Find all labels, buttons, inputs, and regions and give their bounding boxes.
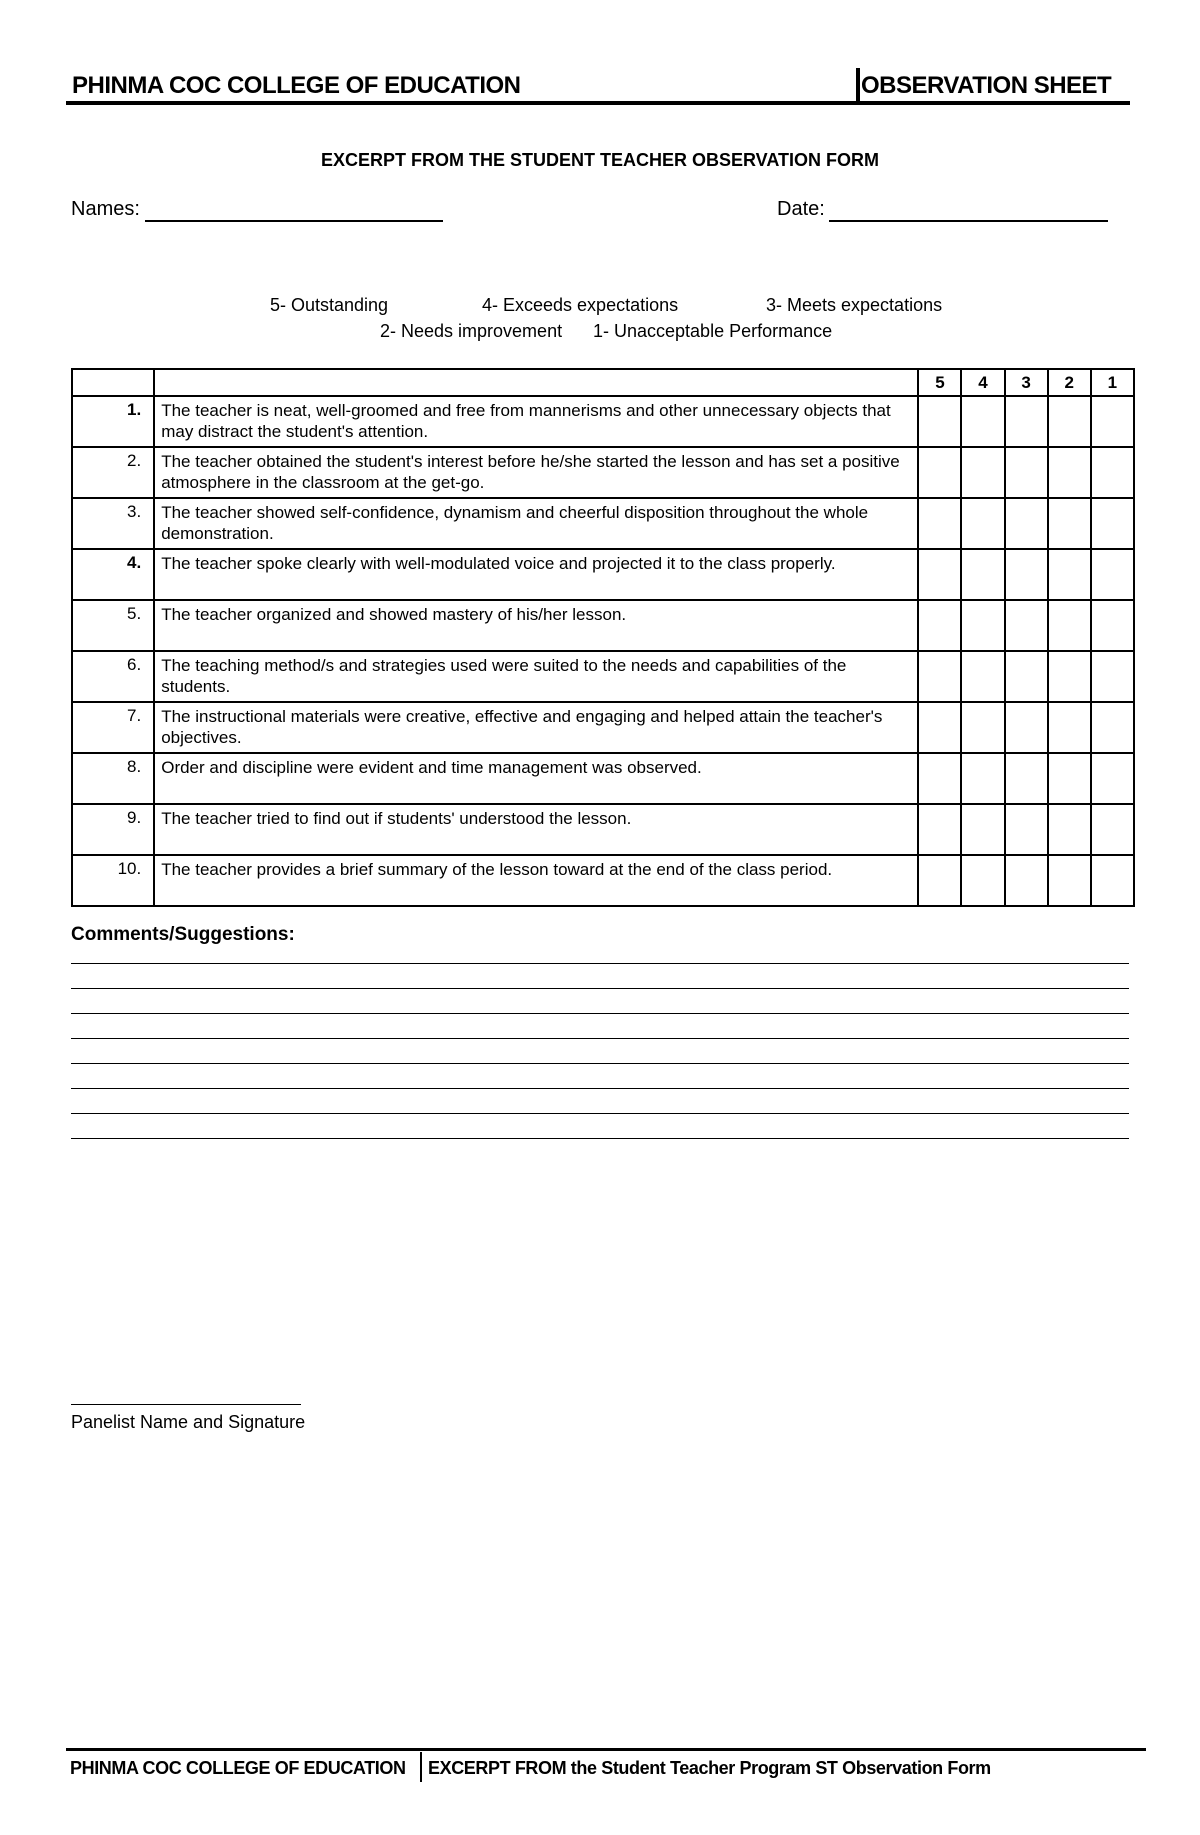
scale-2: 2- Needs improvement bbox=[380, 321, 563, 341]
footer-form-title: EXCERPT FROM the Student Teacher Program ST Observation Form bbox=[428, 1758, 991, 1778]
rating-cell-4[interactable] bbox=[961, 396, 1004, 447]
header-rating-2: 2 bbox=[1048, 369, 1091, 396]
scale-4: 4- Exceeds expectations bbox=[482, 295, 679, 315]
rating-cell-5[interactable] bbox=[918, 549, 961, 600]
header-rating-4: 4 bbox=[961, 369, 1004, 396]
rating-cell-4[interactable] bbox=[961, 855, 1004, 906]
rating-cell-2[interactable] bbox=[1048, 396, 1091, 447]
footer-institution: PHINMA COC COLLEGE OF EDUCATION bbox=[70, 1758, 406, 1778]
criterion-number: 2. bbox=[72, 447, 154, 498]
criterion-number: 7. bbox=[72, 702, 154, 753]
header-divider bbox=[856, 68, 860, 102]
criterion-text: The teacher spoke clearly with well-modulated voice and projected it to the class properly. bbox=[154, 549, 918, 600]
comment-line[interactable] bbox=[71, 988, 1129, 989]
comment-line[interactable] bbox=[71, 1138, 1129, 1139]
criterion-text: The teaching method/s and strategies used were suited to the needs and capabilities of the students. bbox=[154, 651, 918, 702]
criterion-text: The teacher provides a brief summary of the lesson toward at the end of the class period. bbox=[154, 855, 918, 906]
table-header-row bbox=[72, 369, 1134, 396]
criterion-number: 6. bbox=[72, 651, 154, 702]
date-label: Date: bbox=[777, 198, 825, 220]
rating-cell-3[interactable] bbox=[1005, 447, 1048, 498]
sheet-title: OBSERVATION SHEET bbox=[861, 72, 1112, 99]
criterion-row bbox=[72, 600, 1134, 651]
criterion-row bbox=[72, 396, 1134, 447]
rating-cell-1[interactable] bbox=[1091, 804, 1134, 855]
criterion-text: The teacher obtained the student's interest before he/she started the lesson and has set a positive atmosphere in the classroom at the get-go. bbox=[154, 447, 918, 498]
rating-cell-4[interactable] bbox=[961, 498, 1004, 549]
criterion-text: The teacher is neat, well-groomed and free from mannerisms and other unnecessary objects that may distract the student's attention. bbox=[154, 396, 918, 447]
rating-cell-1[interactable] bbox=[1091, 396, 1134, 447]
rating-cell-3[interactable] bbox=[1005, 855, 1048, 906]
criterion-number: 9. bbox=[72, 804, 154, 855]
rating-cell-4[interactable] bbox=[961, 600, 1004, 651]
rating-cell-5[interactable] bbox=[918, 702, 961, 753]
criterion-row bbox=[72, 855, 1134, 906]
rating-cell-2[interactable] bbox=[1048, 753, 1091, 804]
criterion-number: 5. bbox=[72, 600, 154, 651]
comment-line[interactable] bbox=[71, 1038, 1129, 1039]
rating-cell-3[interactable] bbox=[1005, 498, 1048, 549]
scale-3: 3- Meets expectations bbox=[766, 295, 943, 315]
names-field[interactable] bbox=[145, 220, 443, 222]
rating-cell-2[interactable] bbox=[1048, 651, 1091, 702]
comment-line[interactable] bbox=[71, 963, 1129, 964]
scale-5: 5- Outstanding bbox=[270, 295, 389, 315]
header-rating-1: 1 bbox=[1091, 369, 1134, 396]
rating-cell-5[interactable] bbox=[918, 447, 961, 498]
rating-cell-1[interactable] bbox=[1091, 549, 1134, 600]
rating-cell-3[interactable] bbox=[1005, 549, 1048, 600]
comment-line[interactable] bbox=[71, 1063, 1129, 1064]
rating-cell-1[interactable] bbox=[1091, 447, 1134, 498]
signature-line[interactable] bbox=[71, 1404, 301, 1405]
header-rating-5: 5 bbox=[918, 369, 961, 396]
rating-cell-1[interactable] bbox=[1091, 651, 1134, 702]
criterion-text: Order and discipline were evident and time management was observed. bbox=[154, 753, 918, 804]
rating-cell-5[interactable] bbox=[918, 855, 961, 906]
rating-cell-2[interactable] bbox=[1048, 498, 1091, 549]
footer-rule bbox=[66, 1748, 1146, 1751]
rating-cell-1[interactable] bbox=[1091, 498, 1134, 549]
comment-line[interactable] bbox=[71, 1013, 1129, 1014]
criterion-number: 1. bbox=[72, 396, 154, 447]
header-blank bbox=[72, 369, 154, 396]
form-title: EXCERPT FROM THE STUDENT TEACHER OBSERVATION FORM bbox=[320, 150, 880, 170]
institution-name: PHINMA COC COLLEGE OF EDUCATION bbox=[72, 72, 521, 99]
rating-cell-5[interactable] bbox=[918, 804, 961, 855]
rating-cell-3[interactable] bbox=[1005, 753, 1048, 804]
criterion-row bbox=[72, 804, 1134, 855]
criterion-text: The teacher showed self-confidence, dynamism and cheerful disposition throughout the whole demonstration. bbox=[154, 498, 918, 549]
date-field[interactable] bbox=[829, 220, 1108, 222]
rating-cell-1[interactable] bbox=[1091, 702, 1134, 753]
criterion-row bbox=[72, 753, 1134, 804]
signature-label: Panelist Name and Signature bbox=[71, 1412, 306, 1432]
rating-cell-5[interactable] bbox=[918, 396, 961, 447]
criterion-text: The instructional materials were creative, effective and engaging and helped attain the teacher's objectives. bbox=[154, 702, 918, 753]
rating-cell-2[interactable] bbox=[1048, 804, 1091, 855]
criterion-row bbox=[72, 447, 1134, 498]
page-header bbox=[66, 68, 1126, 102]
header-rating-3: 3 bbox=[1005, 369, 1048, 396]
criterion-row bbox=[72, 651, 1134, 702]
rating-cell-5[interactable] bbox=[918, 651, 961, 702]
header-blank bbox=[154, 369, 918, 396]
names-label: Names: bbox=[71, 198, 140, 220]
rating-cell-3[interactable] bbox=[1005, 702, 1048, 753]
rating-cell-5[interactable] bbox=[918, 498, 961, 549]
rating-cell-3[interactable] bbox=[1005, 651, 1048, 702]
criterion-number: 3. bbox=[72, 498, 154, 549]
rating-cell-4[interactable] bbox=[961, 549, 1004, 600]
rating-cell-4[interactable] bbox=[961, 651, 1004, 702]
rating-cell-2[interactable] bbox=[1048, 702, 1091, 753]
rating-cell-3[interactable] bbox=[1005, 804, 1048, 855]
criteria-table bbox=[71, 368, 1135, 907]
rating-cell-2[interactable] bbox=[1048, 855, 1091, 906]
rating-cell-4[interactable] bbox=[961, 702, 1004, 753]
rating-cell-4[interactable] bbox=[961, 447, 1004, 498]
footer-divider bbox=[420, 1752, 422, 1782]
scale-1: 1- Unacceptable Performance bbox=[593, 321, 833, 341]
criterion-number: 8. bbox=[72, 753, 154, 804]
rating-cell-2[interactable] bbox=[1048, 600, 1091, 651]
criterion-row bbox=[72, 549, 1134, 600]
rating-cell-1[interactable] bbox=[1091, 855, 1134, 906]
header-rule bbox=[66, 101, 1130, 105]
rating-cell-3[interactable] bbox=[1005, 396, 1048, 447]
rating-cell-4[interactable] bbox=[961, 753, 1004, 804]
criterion-text: The teacher organized and showed mastery of his/her lesson. bbox=[154, 600, 918, 651]
rating-cell-5[interactable] bbox=[918, 600, 961, 651]
criterion-row bbox=[72, 702, 1134, 753]
criterion-number: 4. bbox=[72, 549, 154, 600]
criterion-number: 10. bbox=[72, 855, 154, 906]
rating-cell-2[interactable] bbox=[1048, 447, 1091, 498]
comment-line[interactable] bbox=[71, 1088, 1129, 1089]
comment-line[interactable] bbox=[71, 1113, 1129, 1114]
rating-cell-2[interactable] bbox=[1048, 549, 1091, 600]
rating-cell-5[interactable] bbox=[918, 753, 961, 804]
rating-cell-4[interactable] bbox=[961, 804, 1004, 855]
rating-cell-1[interactable] bbox=[1091, 753, 1134, 804]
rating-cell-1[interactable] bbox=[1091, 600, 1134, 651]
page-footer bbox=[66, 1748, 1146, 1784]
criterion-row bbox=[72, 498, 1134, 549]
rating-cell-3[interactable] bbox=[1005, 600, 1048, 651]
comments-label: Comments/Suggestions: bbox=[71, 924, 295, 945]
criterion-text: The teacher tried to find out if students' understood the lesson. bbox=[154, 804, 918, 855]
